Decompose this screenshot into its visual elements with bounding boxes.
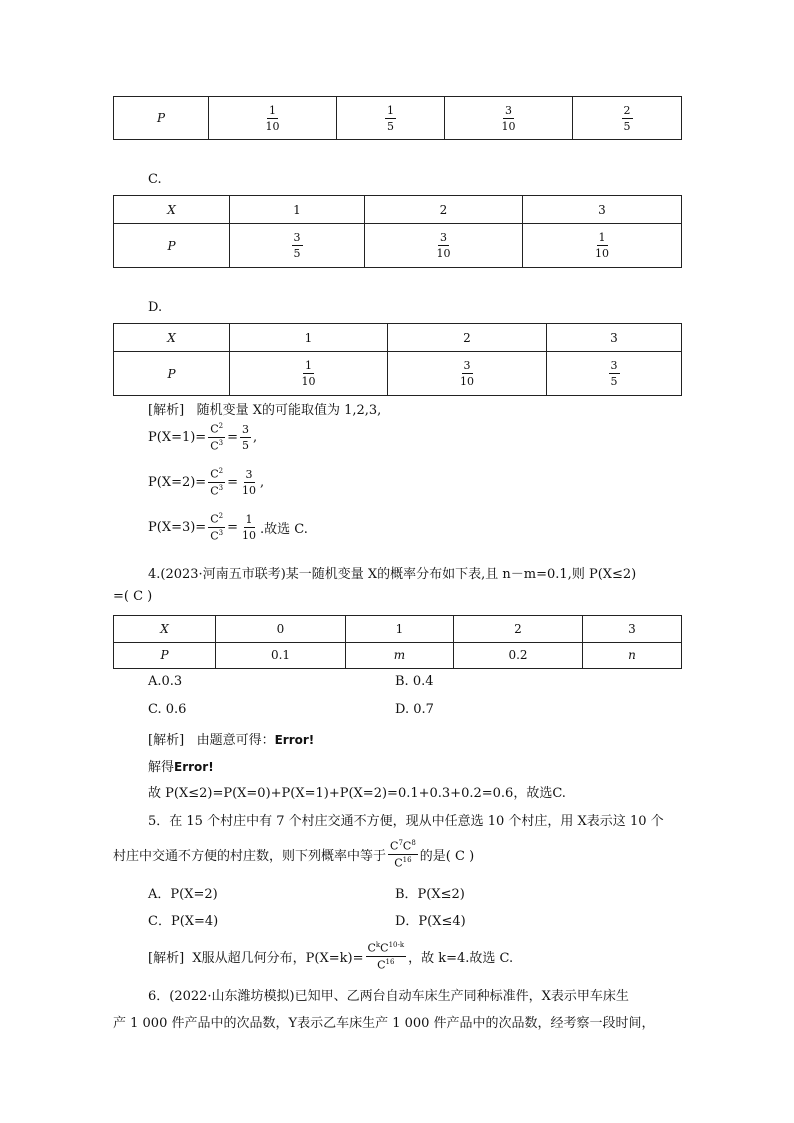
distribution-table-top <box>113 96 682 140</box>
option-c-label: C. <box>148 172 162 187</box>
option-c-table <box>113 195 682 268</box>
table-cell: $\frac{2}{5}$ <box>573 97 682 140</box>
q4-conclusion: 故 P(X≤2)=P(X=0)+P(X=1)+P(X=2)=0.1+0.3+0.2=0.6，故选C. <box>148 786 566 801</box>
q4-option-d: D. 0.7 <box>395 702 434 717</box>
prob-line-3: P(X=3)= $\frac{C^2}{C^3}$ = $\frac{1}{10}$ .故选 C. <box>148 512 308 543</box>
prob-line-1: P(X=1)= $\frac{C^2}{C^3}$ = $\frac{3}{5}$ , <box>148 422 258 453</box>
row-label-p: P <box>114 642 216 669</box>
row-label-p: P <box>114 352 230 396</box>
table-cell: $\frac{3}{10}$ <box>388 352 547 396</box>
q5-option-b: B．P(X≤2) <box>395 887 465 902</box>
table-cell: 0.2 <box>454 642 583 669</box>
row-label-p: P <box>114 97 209 140</box>
q5-analysis: [解析] X服从超几何分布，P(X=k)= $\frac{C^kC^{10-k}}{C^{16}}$ ，故 k=4.故选 C. <box>148 941 514 972</box>
analysis-tag: [解析] <box>148 950 185 966</box>
table-cell: $\frac{3}{10}$ <box>365 224 523 268</box>
header-cell: 1 <box>230 324 388 352</box>
header-cell: 2 <box>365 196 523 224</box>
table-cell: 0.1 <box>216 642 346 669</box>
q5-analysis-fraction: $\frac{C^kC^{10-k}}{C^{16}}$ <box>367 941 405 972</box>
table-cell: $\frac{3}{10}$ <box>445 97 573 140</box>
analysis-line <box>148 399 381 418</box>
header-cell: 3 <box>547 324 682 352</box>
q4-line-2: =( C ) <box>113 589 153 604</box>
table-cell: $\frac{3}{5}$ <box>230 224 365 268</box>
header-cell: 1 <box>230 196 365 224</box>
q5-line-2: 村庄中交通不方便的村庄数，则下列概率中等于 $\frac{C^7C^8}{C^{16}}$ 的是( C ) <box>113 839 475 870</box>
prob-line-2: P(X=2)= $\frac{C^2}{C^3}$ = $\frac{3}{10}$ , <box>148 467 265 498</box>
header-cell: 1 <box>346 616 454 643</box>
header-x: X <box>114 324 230 352</box>
error-text: Error! <box>174 760 214 774</box>
q5-option-a: A．P(X=2) <box>148 887 218 902</box>
q5-line-1: 5．在 15 个村庄中有 7 个村庄交通不方便，现从中任意选 10 个村庄，用 X表示这 10 个 <box>148 814 664 829</box>
option-d-table <box>113 323 682 396</box>
q6-line-1: 6．(2022·山东潍坊模拟)已知甲、乙两台自动车床生产同种标准件，X表示甲车床生 <box>148 989 629 1004</box>
table-cell: $\frac{3}{5}$ <box>547 352 682 396</box>
analysis-text: 随机变量 X的可能取值为 1,2,3, <box>196 403 382 418</box>
table-cell: $\frac{1}{10}$ <box>523 224 682 268</box>
q4-line-1: 4.(2023·河南五市联考)某一随机变量 X的概率分布如下表,且 n－m=0.1,则 P(X≤2) <box>148 567 637 582</box>
q5-fraction: $\frac{C^7C^8}{C^{16}}$ <box>390 839 416 870</box>
analysis-tag: [解析] <box>148 733 185 748</box>
q4-option-b: B. 0.4 <box>395 674 434 689</box>
header-x: X <box>114 616 216 643</box>
q6-line-2: 产 1 000 件产品中的次品数，Y表示乙车床生产 1 000 件产品中的次品数，经考察一段时间， <box>113 1016 655 1031</box>
header-cell: 2 <box>388 324 547 352</box>
table-cell: $\frac{1}{10}$ <box>230 352 388 396</box>
q4-table <box>113 615 682 669</box>
q4-solve: 解得Error! <box>148 760 214 775</box>
q4-option-c: C. 0.6 <box>148 702 187 717</box>
q5-option-d: D．P(X≤4) <box>395 914 466 929</box>
header-cell: 2 <box>454 616 583 643</box>
header-cell: 3 <box>523 196 682 224</box>
table-cell: $\frac{1}{5}$ <box>337 97 445 140</box>
analysis-tag: [解析] <box>148 403 185 418</box>
q4-analysis: [解析] 由题意可得：Error! <box>148 733 315 748</box>
q5-option-c: C．P(X=4) <box>148 914 219 929</box>
table-cell: n <box>583 642 682 669</box>
header-cell: 3 <box>583 616 682 643</box>
header-cell: 0 <box>216 616 346 643</box>
row-label-p: P <box>114 224 230 268</box>
q4-option-a: A.0.3 <box>148 674 183 689</box>
option-d-label: D. <box>148 300 163 315</box>
table-cell: m <box>346 642 454 669</box>
header-x: X <box>114 196 230 224</box>
table-cell: $\frac{1}{10}$ <box>209 97 337 140</box>
error-text: Error! <box>274 733 315 747</box>
